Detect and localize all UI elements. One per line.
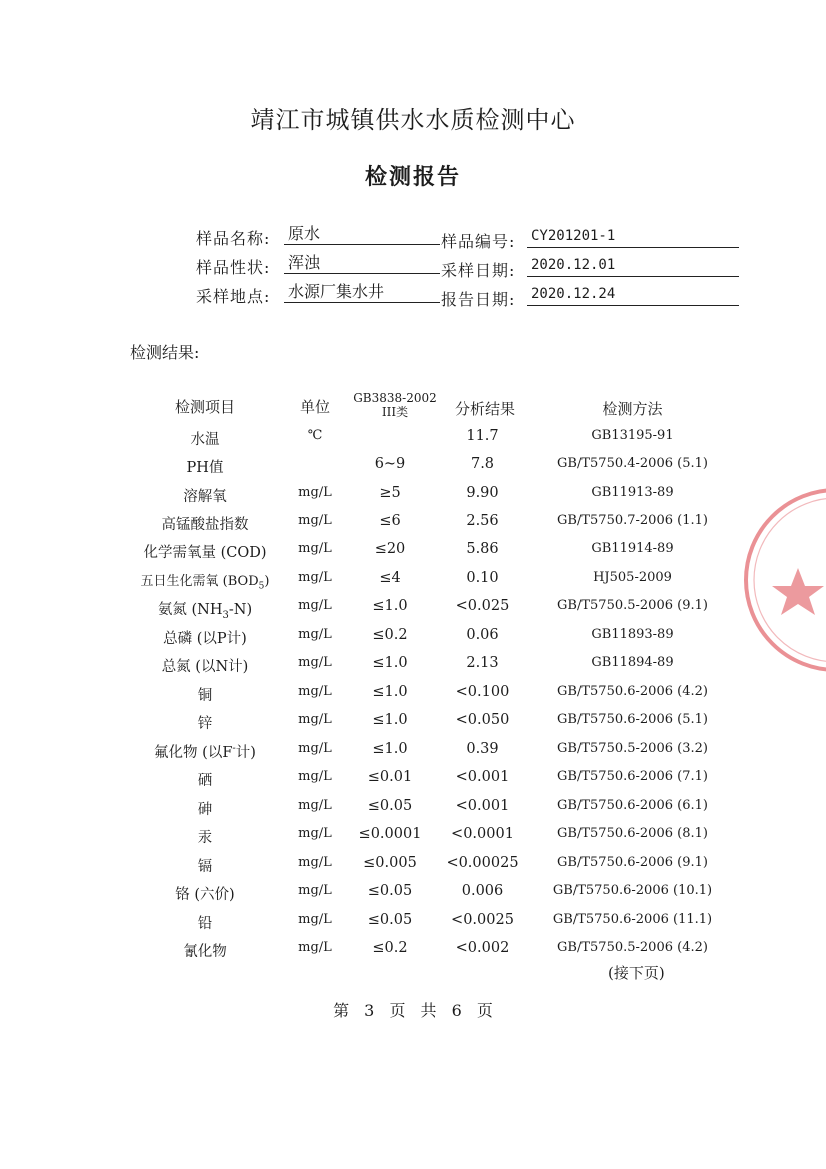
item-text-suffix: 计): [235, 745, 256, 761]
limit-cell: ≤0.01: [367, 769, 413, 785]
report-date-value: 2020.12.24: [527, 284, 739, 306]
result-cell: <0.050: [455, 712, 510, 728]
limit-cell: ≤1.0: [372, 598, 408, 614]
item-cell: PH值: [186, 460, 224, 476]
unit-cell: mg/L: [298, 798, 332, 813]
result-cell: 7.8: [470, 456, 495, 472]
table-row: [0, 684, 826, 712]
result-cell: <0.100: [455, 684, 510, 700]
item-cell: 铅: [197, 916, 213, 932]
table-row: [0, 912, 826, 940]
limit-cell: ≤1.0: [372, 655, 408, 671]
sample-condition-label: 样品性状:: [196, 258, 271, 277]
method-cell: GB/T5750.4-2006 (5.1): [557, 456, 708, 471]
table-row: [0, 513, 826, 541]
method-cell: GB/T5750.6-2006 (11.1): [552, 912, 713, 927]
table-row: [0, 570, 826, 598]
table-row: [0, 826, 826, 854]
sample-condition-value: 浑浊: [284, 252, 440, 274]
sampling-date-value: 2020.12.01: [527, 255, 739, 277]
sample-name-value: 原水: [284, 223, 440, 245]
table-row: [0, 655, 826, 683]
method-cell: GB/T5750.5-2006 (3.2): [557, 741, 708, 756]
table-row: [0, 883, 826, 911]
item-subscript: 5: [258, 581, 265, 592]
unit-cell: mg/L: [298, 855, 332, 870]
table-row: [0, 428, 826, 456]
method-cell: GB13195-91: [591, 428, 674, 443]
method-cell: GB/T5750.5-2006 (4.2): [557, 940, 708, 955]
seal-ring: [746, 490, 826, 670]
item-cell: 镉: [197, 859, 213, 875]
item-cell: 总氮 (以N计): [161, 659, 249, 675]
unit-cell: mg/L: [298, 485, 332, 500]
method-cell: GB/T5750.6-2006 (8.1): [557, 826, 708, 841]
item-cell: 铬 (六价): [175, 887, 235, 903]
unit-cell: mg/L: [298, 940, 332, 955]
limit-cell: ≤0.0001: [358, 826, 422, 842]
column-header-result: 分析结果: [454, 400, 515, 418]
item-text: 五日生化需氧 (BOD: [140, 574, 259, 589]
limit-cell: ≤0.05: [367, 912, 413, 928]
item-cell: [130, 598, 280, 621]
limit-cell: ≤0.2: [372, 627, 408, 643]
method-cell: GB/T5750.5-2006 (9.1): [557, 598, 708, 613]
item-cell: 铜: [197, 688, 213, 704]
item-cell: 水温: [190, 432, 220, 448]
limit-cell: ≤6: [379, 513, 401, 529]
item-superscript: -: [232, 743, 236, 755]
result-cell: <0.0025: [451, 912, 514, 928]
item-cell: 溶解氧: [183, 489, 227, 505]
unit-cell: mg/L: [298, 570, 332, 585]
column-header-standard: [345, 391, 445, 419]
unit-cell: mg/L: [298, 883, 332, 898]
item-cell: 硒: [197, 773, 213, 789]
result-cell: <0.002: [455, 940, 510, 956]
sampling-location-value: 水源厂集水井: [284, 281, 440, 303]
table-row: [0, 769, 826, 797]
limit-cell: 6~9: [374, 456, 406, 472]
page-indicator: 第 3 页 共 6 页: [333, 1001, 493, 1020]
result-cell: 5.86: [466, 541, 499, 557]
seal-stamp: [736, 480, 826, 680]
unit-cell: ℃: [307, 428, 323, 443]
table-row: [0, 598, 826, 626]
item-cell: 化学需氧量 (COD): [143, 545, 267, 561]
result-cell: <0.00025: [446, 855, 519, 871]
report-date-label: 报告日期:: [441, 290, 516, 309]
standard-code: GB3838-2002: [353, 391, 437, 405]
unit-cell: mg/L: [298, 627, 332, 642]
column-header-method: 检测方法: [602, 400, 663, 418]
seal-star-icon: [772, 568, 824, 615]
method-cell: GB11914-89: [591, 541, 674, 556]
result-cell: 0.10: [466, 570, 499, 586]
item-cell: 氰化物: [183, 944, 227, 960]
limit-cell: ≤1.0: [372, 741, 408, 757]
unit-cell: mg/L: [298, 741, 332, 756]
unit-cell: mg/L: [298, 684, 332, 699]
item-text-suffix: -N): [228, 602, 253, 618]
limit-cell: ≤0.05: [367, 798, 413, 814]
table-row: [0, 627, 826, 655]
limit-cell: ≤1.0: [372, 684, 408, 700]
method-cell: HJ505-2009: [593, 570, 672, 585]
method-cell: GB/T5750.6-2006 (5.1): [557, 712, 708, 727]
method-cell: GB11913-89: [591, 485, 674, 500]
item-cell: [130, 570, 280, 592]
method-cell: GB/T5750.6-2006 (9.1): [557, 855, 708, 870]
table-row: [0, 541, 826, 569]
unit-cell: mg/L: [298, 712, 332, 727]
result-cell: 11.7: [466, 428, 499, 444]
item-cell: 高锰酸盐指数: [161, 517, 249, 533]
item-text: 氨氮 (NH: [157, 602, 223, 618]
table-row: [0, 456, 826, 484]
unit-cell: mg/L: [298, 826, 332, 841]
sample-number-value: CY201201-1: [527, 226, 739, 248]
method-cell: GB11893-89: [591, 627, 674, 642]
item-cell: 砷: [197, 802, 213, 818]
limit-cell: ≤1.0: [372, 712, 408, 728]
limit-cell: ≤4: [379, 570, 401, 586]
result-cell: <0.0001: [451, 826, 514, 842]
result-cell: 0.006: [461, 883, 504, 899]
result-cell: <0.001: [455, 769, 510, 785]
sample-name-label: 样品名称:: [196, 229, 271, 248]
column-header-unit: 单位: [299, 398, 330, 416]
item-text: 氟化物 (以F: [154, 745, 233, 761]
standard-class: III类: [381, 405, 409, 419]
table-row: [0, 940, 826, 968]
result-cell: 2.56: [466, 513, 499, 529]
item-text-suffix: ): [264, 574, 270, 589]
sampling-date-label: 采样日期:: [441, 261, 516, 280]
table-row: [0, 741, 826, 769]
unit-cell: mg/L: [298, 912, 332, 927]
method-cell: GB/T5750.6-2006 (10.1): [552, 883, 713, 898]
sampling-location-label: 采样地点:: [196, 287, 271, 306]
result-cell: <0.025: [455, 598, 510, 614]
item-cell: 总磷 (以P计): [163, 631, 247, 647]
unit-cell: mg/L: [298, 769, 332, 784]
method-cell: GB/T5750.6-2006 (7.1): [557, 769, 708, 784]
unit-cell: mg/L: [298, 541, 332, 556]
unit-cell: mg/L: [298, 655, 332, 670]
table-row: [0, 712, 826, 740]
table-row: [0, 798, 826, 826]
result-cell: 0.39: [466, 741, 499, 757]
table-row: [0, 485, 826, 513]
organization-title: 靖江市城镇供水水质检测中心: [250, 106, 576, 134]
report-title: 检测报告: [364, 164, 461, 190]
result-cell: 0.06: [466, 627, 499, 643]
table-row: [0, 855, 826, 883]
item-cell: [130, 741, 280, 762]
unit-cell: mg/L: [298, 513, 332, 528]
result-cell: 9.90: [466, 485, 499, 501]
method-cell: GB/T5750.6-2006 (6.1): [557, 798, 708, 813]
limit-cell: ≥5: [379, 485, 401, 501]
method-cell: GB/T5750.7-2006 (1.1): [557, 513, 708, 528]
unit-cell: mg/L: [298, 598, 332, 613]
limit-cell: ≤0.005: [363, 855, 417, 871]
result-cell: <0.001: [455, 798, 510, 814]
sample-number-label: 样品编号:: [441, 232, 516, 251]
result-cell: 2.13: [466, 655, 499, 671]
column-header-item: 检测项目: [174, 398, 235, 416]
results-section-label: 检测结果:: [130, 343, 200, 362]
item-subscript: 3: [222, 609, 229, 621]
limit-cell: ≤0.05: [367, 883, 413, 899]
limit-cell: ≤0.2: [372, 940, 408, 956]
method-cell: GB11894-89: [591, 655, 674, 670]
continued-note: (接下页): [608, 964, 665, 982]
limit-cell: ≤20: [374, 541, 406, 557]
method-cell: GB/T5750.6-2006 (4.2): [557, 684, 708, 699]
item-cell: 锌: [197, 716, 213, 732]
item-cell: 汞: [197, 830, 213, 846]
